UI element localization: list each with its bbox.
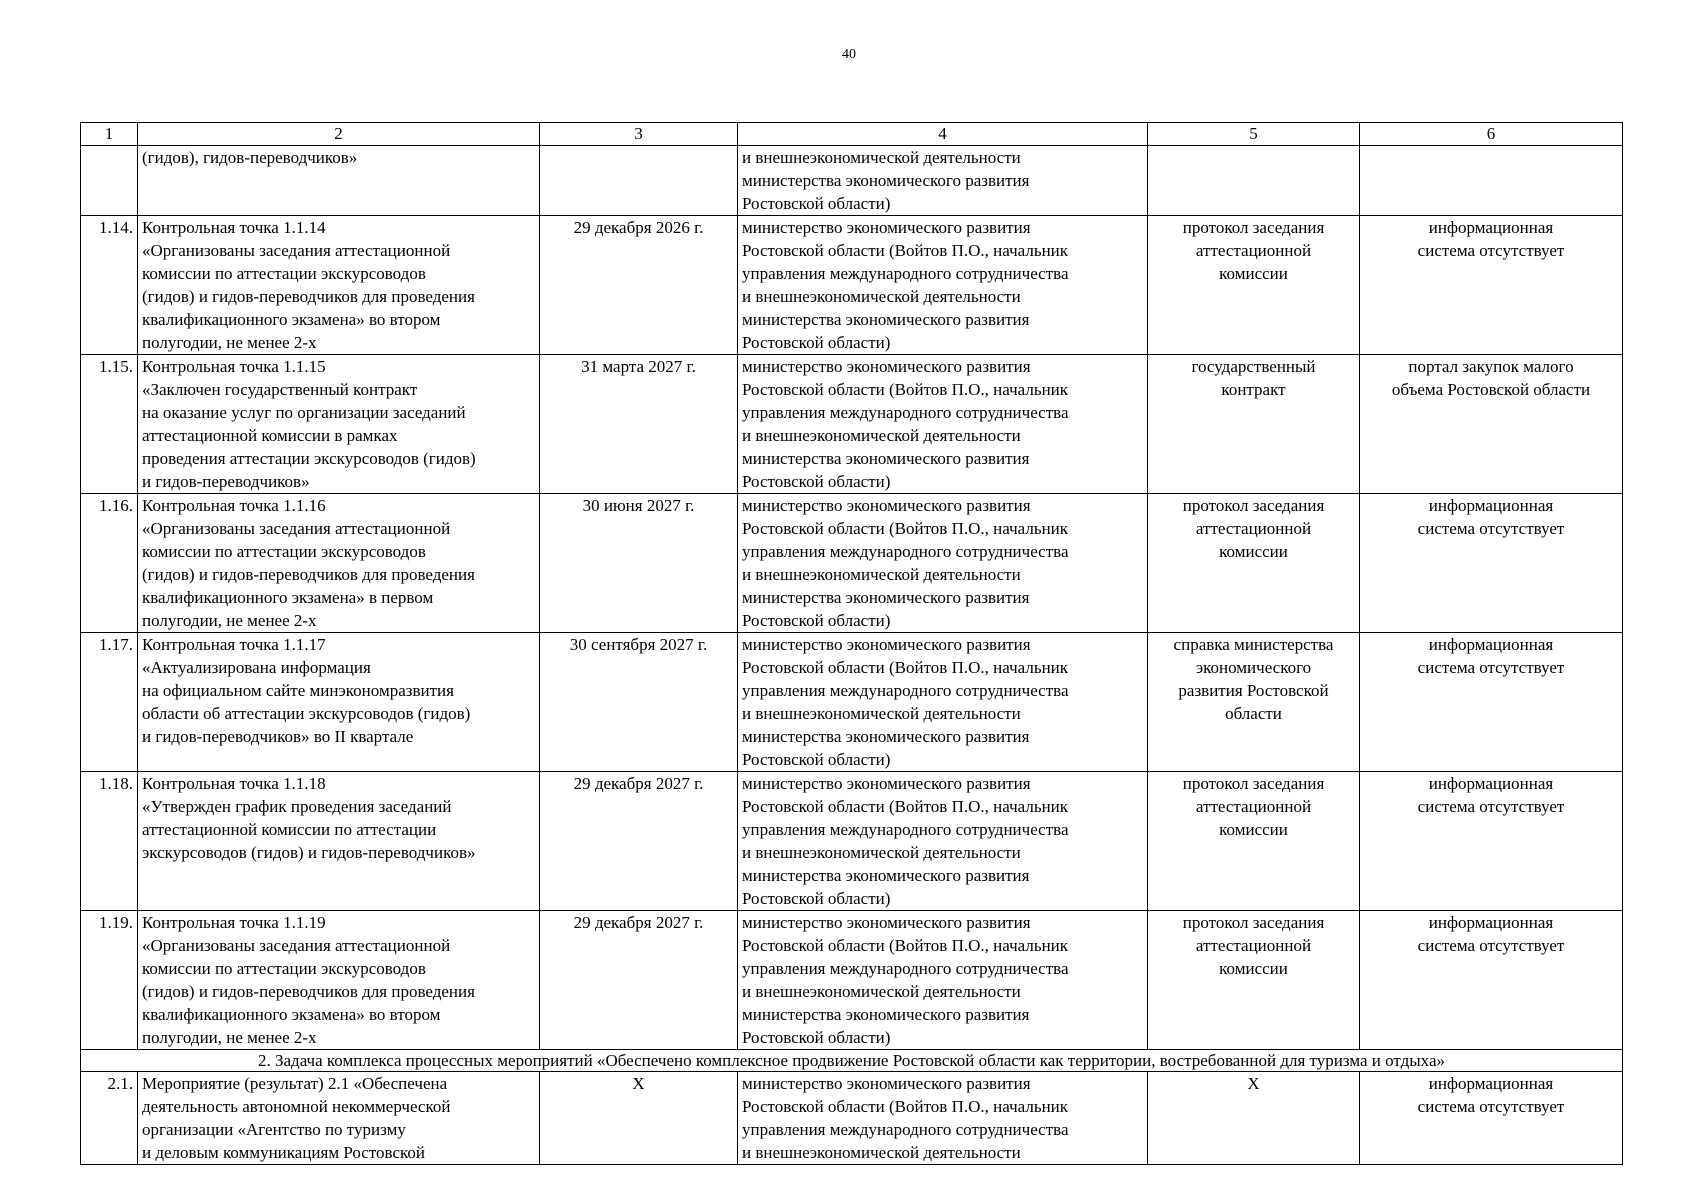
row-date	[540, 633, 738, 772]
row-responsible-line: и внешнеэкономической деятельности	[742, 287, 1021, 306]
row-document-line: комиссии	[1219, 820, 1288, 839]
row-document	[1148, 1072, 1360, 1165]
row-responsible-line: и внешнеэкономической деятельности	[742, 843, 1021, 862]
row-date	[540, 1072, 738, 1165]
row-responsible-line: Ростовской области)	[742, 1028, 891, 1047]
row-responsible-line: Ростовской области)	[742, 889, 891, 908]
row-number-text: 2.1.	[107, 1074, 133, 1093]
row-description-line: квалификационного экзамена» во втором	[142, 310, 441, 329]
row-number	[81, 494, 138, 633]
row-date	[540, 911, 738, 1050]
row-description	[138, 772, 540, 911]
row-date-text: 29 декабря 2026 г.	[573, 218, 704, 237]
row-responsible-line: министерство экономического развития	[742, 913, 1031, 932]
row-responsible-line: и внешнеэкономической деятельности	[742, 565, 1021, 584]
row-number	[81, 1072, 138, 1165]
row-description-line: на оказание услуг по организации заседаний	[142, 403, 466, 422]
row-document-line: комиссии	[1219, 959, 1288, 978]
row-description-line: комиссии по аттестации экскурсоводов	[142, 264, 426, 283]
row-responsible-line: Ростовской области (Войтов П.О., начальник	[742, 658, 1069, 677]
row-responsible-line: Ростовской области (Войтов П.О., начальник	[742, 241, 1069, 260]
row-description-line: области об аттестации экскурсоводов (гидов)	[142, 704, 471, 723]
row-date	[540, 216, 738, 355]
row-description-line: «Организованы заседания аттестационной	[142, 241, 451, 260]
row-information-system-line: информационная	[1428, 496, 1554, 515]
row-description-line: аттестационной комиссии по аттестации	[142, 820, 437, 839]
row-information-system	[1360, 911, 1623, 1050]
row-responsible-line: министерство экономического развития	[742, 357, 1031, 376]
events-table	[80, 122, 1623, 1165]
row-description-line: «Заключен государственный контракт	[142, 380, 418, 399]
row-responsible-line: управления международного сотрудничества	[742, 681, 1069, 700]
column-header-row	[81, 123, 1623, 146]
row-document-line: развития Ростовской	[1178, 681, 1329, 700]
row-information-system-line: информационная	[1428, 635, 1554, 654]
table-row	[81, 911, 1623, 1050]
row-document	[1148, 355, 1360, 494]
row-responsible-line: и внешнеэкономической деятельности	[742, 426, 1021, 445]
row-description-line: на официальном сайте минэкономразвития	[142, 681, 454, 700]
row-date-text: 29 декабря 2027 г.	[573, 913, 704, 932]
row-information-system	[1360, 494, 1623, 633]
row-responsible-line: министерство экономического развития	[742, 1074, 1031, 1093]
row-description	[138, 494, 540, 633]
row-document-line: экономического	[1195, 658, 1312, 677]
row-description-line: и гидов-переводчиков»	[142, 472, 310, 491]
row-document	[1148, 911, 1360, 1050]
row-date	[540, 772, 738, 911]
row-description-line: Контрольная точка 1.1.14	[142, 218, 326, 237]
row-responsible	[738, 1072, 1148, 1165]
row-description-line: (гидов), гидов-переводчиков»	[142, 148, 358, 167]
row-description-line: проведения аттестации экскурсоводов (гидов)	[142, 449, 476, 468]
row-number	[81, 911, 138, 1050]
row-responsible-line: управления международного сотрудничества	[742, 1120, 1069, 1139]
section-title: 2. Задача комплекса процессных мероприятий «Обеспечено комплексное продвижение Ростовской области как территории, востребованной для туризма и отдыха»	[81, 1050, 1623, 1072]
row-information-system	[1360, 146, 1623, 216]
row-description-line: комиссии по аттестации экскурсоводов	[142, 959, 426, 978]
row-description-line: Контрольная точка 1.1.15	[142, 357, 326, 376]
row-information-system-line: система отсутствует	[1417, 1097, 1565, 1116]
row-number-text: 1.16.	[99, 496, 133, 515]
row-responsible	[738, 911, 1148, 1050]
row-document-line: протокол заседания	[1182, 913, 1325, 932]
row-number-text: 1.17.	[99, 635, 133, 654]
row-date-text: 29 декабря 2027 г.	[573, 774, 704, 793]
row-number	[81, 633, 138, 772]
row-document	[1148, 633, 1360, 772]
row-description-line: и гидов-переводчиков» во II квартале	[142, 727, 414, 746]
row-responsible-line: министерства экономического развития	[742, 1005, 1030, 1024]
row-description-line: (гидов) и гидов-переводчиков для проведения	[142, 982, 475, 1001]
row-document	[1148, 146, 1360, 216]
table-row	[81, 216, 1623, 355]
row-date	[540, 355, 738, 494]
row-description-line: «Организованы заседания аттестационной	[142, 519, 451, 538]
row-date-text: 31 марта 2027 г.	[581, 357, 696, 376]
row-information-system-line: система отсутствует	[1417, 936, 1565, 955]
section-row	[81, 1050, 1623, 1072]
row-responsible-line: Ростовской области)	[742, 750, 891, 769]
row-information-system-line: объема Ростовской области	[1391, 380, 1591, 399]
row-description	[138, 1072, 540, 1165]
row-description-line: Мероприятие (результат) 2.1 «Обеспечена	[142, 1074, 448, 1093]
row-responsible	[738, 216, 1148, 355]
row-responsible-line: Ростовской области)	[742, 611, 891, 630]
row-responsible-line: Ростовской области)	[742, 472, 891, 491]
row-responsible-line: министерство экономического развития	[742, 635, 1031, 654]
row-description-line: полугодии, не менее 2-х	[142, 611, 317, 630]
row-document-line: X	[1247, 1074, 1260, 1093]
row-description	[138, 911, 540, 1050]
row-responsible-line: и внешнеэкономической деятельности	[742, 148, 1021, 167]
row-date	[540, 494, 738, 633]
row-information-system-line: информационная	[1428, 913, 1554, 932]
row-responsible	[738, 494, 1148, 633]
row-description	[138, 146, 540, 216]
table-row	[81, 494, 1623, 633]
row-responsible-line: управления международного сотрудничества	[742, 820, 1069, 839]
row-information-system	[1360, 633, 1623, 772]
row-document-line: аттестационной	[1195, 936, 1312, 955]
row-document-line: аттестационной	[1195, 241, 1312, 260]
column-header: 3	[540, 123, 738, 146]
row-responsible	[738, 355, 1148, 494]
row-document-line: государственный	[1191, 357, 1316, 376]
row-number	[81, 355, 138, 494]
row-responsible-line: Ростовской области)	[742, 194, 891, 213]
row-responsible-line: управления международного сотрудничества	[742, 264, 1069, 283]
row-number-text: 1.18.	[99, 774, 133, 793]
row-date-text: 30 сентября 2027 г.	[569, 635, 708, 654]
row-responsible-line: министерства экономического развития	[742, 449, 1030, 468]
row-information-system-line: информационная	[1428, 218, 1554, 237]
row-document-line: комиссии	[1219, 542, 1288, 561]
row-information-system-line: система отсутствует	[1417, 797, 1565, 816]
row-description-line: организации «Агентство по туризму	[142, 1120, 406, 1139]
table-row	[81, 633, 1623, 772]
row-document	[1148, 772, 1360, 911]
table-row	[81, 146, 1623, 216]
row-information-system-line: информационная	[1428, 1074, 1554, 1093]
row-description-line: квалификационного экзамена» во втором	[142, 1005, 441, 1024]
row-responsible-line: министерства экономического развития	[742, 171, 1030, 190]
row-description-line: и деловым коммуникациям Ростовской	[142, 1143, 426, 1162]
row-responsible-line: и внешнеэкономической деятельности	[742, 1143, 1021, 1162]
row-document-line: протокол заседания	[1182, 218, 1325, 237]
row-description-line: (гидов) и гидов-переводчиков для проведения	[142, 565, 475, 584]
row-responsible-line: Ростовской области (Войтов П.О., начальник	[742, 797, 1069, 816]
table-row	[81, 1072, 1623, 1165]
row-description-line: (гидов) и гидов-переводчиков для проведения	[142, 287, 475, 306]
row-description-line: «Утвержден график проведения заседаний	[142, 797, 452, 816]
row-description	[138, 633, 540, 772]
row-document-line: области	[1225, 704, 1282, 723]
row-description	[138, 355, 540, 494]
page-number: 40	[842, 47, 856, 62]
row-responsible-line: управления международного сотрудничества	[742, 542, 1069, 561]
row-responsible-line: Ростовской области (Войтов П.О., начальник	[742, 380, 1069, 399]
row-description-line: комиссии по аттестации экскурсоводов	[142, 542, 426, 561]
row-description-line: экскурсоводов (гидов) и гидов-переводчиков»	[142, 843, 476, 862]
row-information-system-line: информационная	[1428, 774, 1554, 793]
row-number-text: 1.14.	[99, 218, 133, 237]
column-header: 5	[1148, 123, 1360, 146]
row-responsible-line: министерство экономического развития	[742, 774, 1031, 793]
row-description-line: деятельность автономной некоммерческой	[142, 1097, 451, 1116]
row-number	[81, 216, 138, 355]
row-responsible	[738, 633, 1148, 772]
row-responsible-line: Ростовской области)	[742, 333, 891, 352]
row-information-system	[1360, 772, 1623, 911]
row-information-system-line: система отсутствует	[1417, 658, 1565, 677]
column-header: 4	[738, 123, 1148, 146]
row-date	[540, 146, 738, 216]
row-document-line: протокол заседания	[1182, 496, 1325, 515]
row-description-line: Контрольная точка 1.1.18	[142, 774, 326, 793]
row-responsible	[738, 772, 1148, 911]
row-date-text: X	[632, 1074, 645, 1093]
row-information-system-line: портал закупок малого	[1408, 357, 1574, 376]
row-responsible-line: управления международного сотрудничества	[742, 959, 1069, 978]
row-responsible-line: министерство экономического развития	[742, 218, 1031, 237]
row-number-text: 1.15.	[99, 357, 133, 376]
row-description-line: квалификационного экзамена» в первом	[142, 588, 434, 607]
row-information-system	[1360, 355, 1623, 494]
row-description-line: Контрольная точка 1.1.17	[142, 635, 326, 654]
row-description-line: полугодии, не менее 2-х	[142, 1028, 317, 1047]
row-description-line: Контрольная точка 1.1.16	[142, 496, 326, 515]
row-document-line: контракт	[1221, 380, 1286, 399]
row-description-line: «Организованы заседания аттестационной	[142, 936, 451, 955]
row-responsible-line: управления международного сотрудничества	[742, 403, 1069, 422]
row-responsible-line: министерство экономического развития	[742, 496, 1031, 515]
row-date-text: 30 июня 2027 г.	[582, 496, 695, 515]
row-document-line: комиссии	[1219, 264, 1288, 283]
row-document-line: аттестационной	[1195, 519, 1312, 538]
row-responsible-line: министерства экономического развития	[742, 866, 1030, 885]
row-information-system	[1360, 216, 1623, 355]
row-responsible-line: министерства экономического развития	[742, 588, 1030, 607]
row-document	[1148, 494, 1360, 633]
row-number	[81, 772, 138, 911]
row-description-line: «Актуализирована информация	[142, 658, 371, 677]
row-responsible-line: Ростовской области (Войтов П.О., начальник	[742, 936, 1069, 955]
row-description	[138, 216, 540, 355]
row-information-system	[1360, 1072, 1623, 1165]
row-responsible-line: министерства экономического развития	[742, 727, 1030, 746]
column-header: 6	[1360, 123, 1623, 146]
row-document-line: справка министерства	[1173, 635, 1334, 654]
row-description-line: аттестационной комиссии в рамках	[142, 426, 398, 445]
table-row	[81, 355, 1623, 494]
row-document-line: протокол заседания	[1182, 774, 1325, 793]
row-number-text: 1.19.	[99, 913, 133, 932]
row-responsible-line: Ростовской области (Войтов П.О., начальник	[742, 1097, 1069, 1116]
row-information-system-line: система отсутствует	[1417, 241, 1565, 260]
row-responsible-line: и внешнеэкономической деятельности	[742, 704, 1021, 723]
row-responsible	[738, 146, 1148, 216]
row-number	[81, 146, 138, 216]
row-information-system-line: система отсутствует	[1417, 519, 1565, 538]
row-responsible-line: и внешнеэкономической деятельности	[742, 982, 1021, 1001]
row-document-line: аттестационной	[1195, 797, 1312, 816]
row-document	[1148, 216, 1360, 355]
column-header: 1	[81, 123, 138, 146]
row-description-line: Контрольная точка 1.1.19	[142, 913, 326, 932]
row-responsible-line: Ростовской области (Войтов П.О., начальник	[742, 519, 1069, 538]
column-header: 2	[138, 123, 540, 146]
row-responsible-line: министерства экономического развития	[742, 310, 1030, 329]
row-description-line: полугодии, не менее 2-х	[142, 333, 317, 352]
table-row	[81, 772, 1623, 911]
